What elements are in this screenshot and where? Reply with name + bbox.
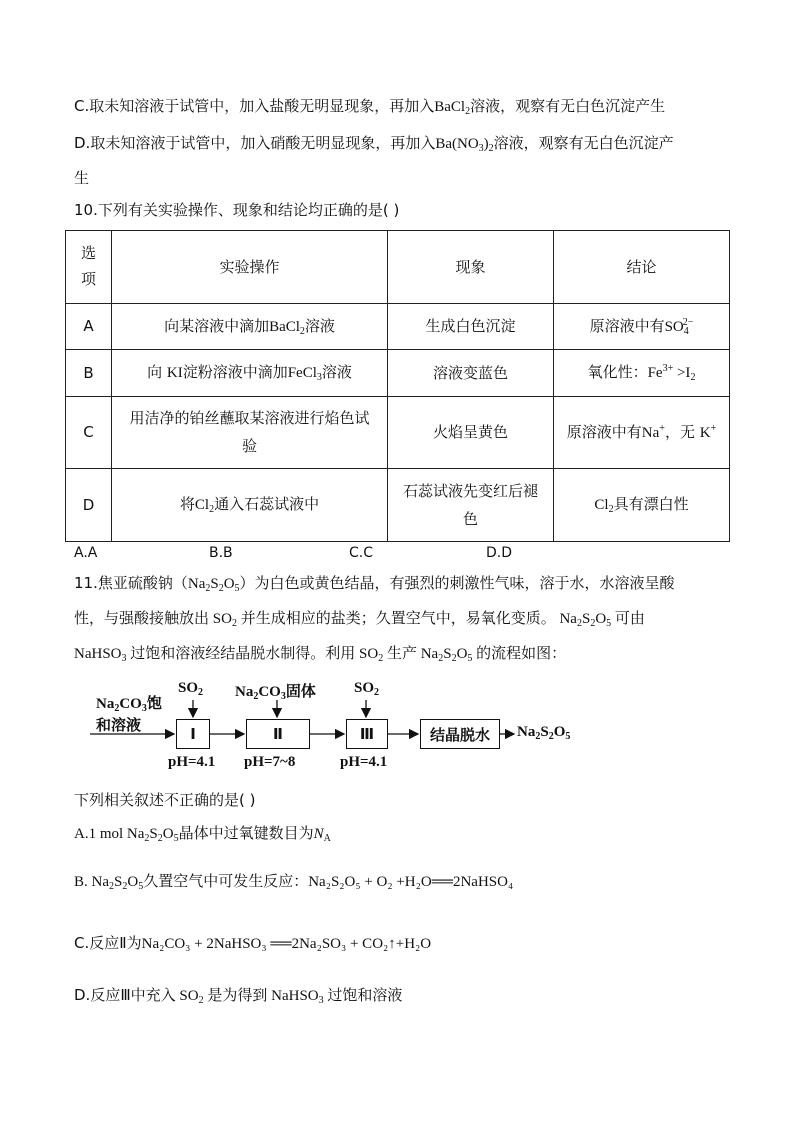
row-conclusion: 原溶液中有$SO_4^{2-}$ (554, 303, 730, 349)
flow-input-label: $Na_2CO_3$饱 (96, 694, 162, 714)
q11-option-b[interactable]: B. $Na_2S_2O_5$久置空气中可发生反应：Na₂S₂O₅ + O₂ +H₂O══2NaHSO₄ (74, 872, 514, 892)
q11-stem-line1: 11.焦亚硫酸钠$(Na_2S_2O_5)$为白色或黄色结晶，有强烈的刺激性气味，溶于水，水溶液呈酸 (74, 574, 675, 594)
flow-solid-label: $Na_2CO_3$固体 (235, 682, 316, 702)
q11-option-d[interactable]: D.反应Ⅲ中充入 $SO_2$ 是为得到 NaHSO$_3$ 过饱和溶液 (74, 986, 403, 1006)
q11-option-a[interactable]: A.1 mol $Na_2S_2O_5$晶体中过氧键数目为$N_A$ (74, 824, 331, 844)
q11-stem-line2: 性，与强酸接触放出 $SO_2$ 并生成相应的盐类；久置空气中，易氧化变质。 $Na_2S_2O_5$ 可由 (74, 609, 645, 629)
flow-ph-2: pH=7~8 (244, 754, 296, 770)
q10-stem: 10.下列有关实验操作、现象和结论均正确的是( ) (74, 201, 400, 219)
row-operation: 将$Cl_2$通入石蕊试液中 (112, 469, 388, 542)
flow-box-3: Ⅲ (346, 719, 388, 749)
flow-ph-3: pH=4.1 (340, 754, 388, 770)
header-option: 选 项 (66, 231, 112, 304)
q10-choice-a[interactable]: A.A (74, 545, 98, 561)
row-operation: 向 KI淀粉溶液中滴加FeCl$_3$溶液 (112, 350, 388, 396)
flow-ph-1: pH=4.1 (168, 754, 216, 770)
q11-ask: 下列相关叙述不正确的是( ) (74, 791, 256, 809)
row-option: D (66, 469, 112, 542)
row-conclusion: $Cl_2$具有漂白性 (554, 469, 730, 542)
q11-option-c[interactable]: C.反应Ⅱ为Na₂CO₃ + 2NaHSO₃ ══2Na₂SO₃ + CO₂↑+H₂O (74, 934, 432, 952)
flow-box-4: 结晶脱水 (420, 719, 500, 749)
header-conclusion: 结论 (554, 231, 730, 304)
q10-choice-c[interactable]: C.C (349, 545, 374, 561)
header-phenomenon: 现象 (388, 231, 554, 304)
flow-box-1: Ⅰ (176, 719, 210, 749)
q9-option-d-cont: 生 (74, 169, 90, 187)
row-conclusion: 原溶液中有Na+，无 K+ (554, 396, 730, 469)
q10-choice-d[interactable]: D.D (486, 545, 513, 561)
row-option: B (66, 350, 112, 396)
row-option: A (66, 303, 112, 349)
row-option: C (66, 396, 112, 469)
row-operation: 向某溶液中滴加BaCl$_2$溶液 (112, 303, 388, 349)
row-phenomenon: 生成白色沉淀 (388, 303, 554, 349)
q9-option-c: C.取未知溶液于试管中，加入盐酸无明显现象，再加入BaCl$_2$溶液，观察有无白色沉淀产生 (74, 97, 666, 117)
row-phenomenon: 石蕊试液先变红后褪色 (388, 469, 554, 542)
q10-choice-b[interactable]: B.B (209, 545, 233, 561)
flow-product: $Na_2S_2O_5$ (517, 724, 571, 742)
flow-input-label-2: 和溶液 (96, 716, 142, 734)
q9-option-d: D.取未知溶液于试管中，加入硝酸无明显现象，再加入$Ba(NO_3)_2$溶液，观察有无白色沉淀产 (74, 134, 674, 154)
q11-stem-line3: NaHSO$_3$ 过饱和溶液经结晶脱水制得。利用 $SO_2$ 生产 $Na_2S_2O_5$ 的流程如图： (74, 644, 567, 664)
row-phenomenon: 溶液变蓝色 (388, 350, 554, 396)
flow-so2-2: $SO_2$ (354, 680, 380, 698)
flow-box-2: Ⅱ (246, 719, 310, 749)
header-operation: 实验操作 (112, 231, 388, 304)
row-conclusion: 氧化性：$Fe^{3+} >I_2$ (554, 350, 730, 396)
flow-so2-1: $SO_2$ (178, 680, 204, 698)
row-phenomenon: 火焰呈黄色 (388, 396, 554, 469)
row-operation: 用洁净的铂丝蘸取某溶液进行焰色试验 (112, 396, 388, 469)
